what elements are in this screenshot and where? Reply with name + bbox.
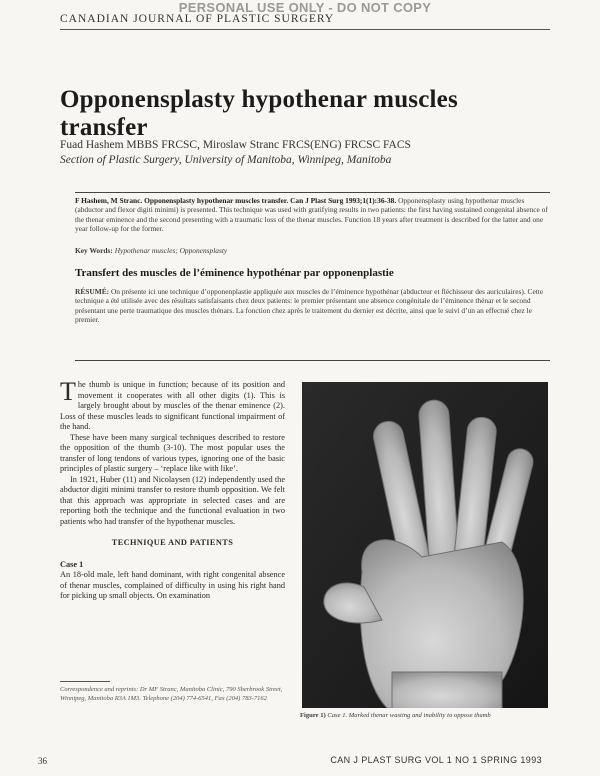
body-column (60, 377, 285, 602)
paragraph-3: In 1921, Huber (11) and Nicolaysen (12) independently used the abductor digiti minimi transfer to restore thumb opposition. We felt that this approach was appropriate in selected cases and are reporting both the technique and the functional evaluation in two patients who had transfer of the hypothenar muscles. (60, 474, 285, 526)
hand-photo-illustration (302, 382, 548, 708)
paragraph-2: These have been many surgical techniques described to restore the opposition of the thumb (3-10). The most popular uses the transfer of long tendons of various types, ignoring one of the basic principles of plastic surgery – ‘replace like with like’. (60, 432, 285, 473)
french-title: Transfert des muscles de l’éminence hypothénar par opponenplastie (75, 267, 394, 279)
footnote: Correspondence and reprints: Dr MF Stranc, Manitoba Clinic, 790 Sherbrook Street, Winnipeg, Manitoba R3A 1M3. Telephone (204) 774-6541, Fax (204) 783-7162 (60, 686, 283, 702)
page-number: 36 (38, 756, 47, 766)
affiliation: Section of Plastic Surgery, University of Manitoba, Winnipeg, Manitoba (60, 154, 392, 166)
resume-text: On présente ici une technique d’opponenplastie appliquée aux muscles de l’éminence hypothénar (abducteur et fléchisseur des auriculaires). Cette technique a été utilisée avec des résultats satisfaisants chez deux patients: le premier présentant une absence congénitale de l’éminence thénar et le second présentant une perte traumatique des muscles thénars. La fonction chez après le traitement du dernier est décrite, ainsi que le suivi d’un an effectué chez le premier. (75, 287, 544, 325)
case-1-text: An 18-old male, left hand dominant, with right congenital absence of thenar muscles, complained of difficulty in using his right hand for picking up small objects. On examination (60, 570, 285, 600)
abstract (75, 196, 550, 234)
keywords-text: Hypothenar muscles; Opponensplasty (112, 246, 228, 255)
figure-caption (300, 712, 550, 719)
figure-label: Figure 1) (300, 712, 326, 719)
figure-caption-text: Case 1. Marked thenar wasting and inability to oppose thumb (325, 712, 491, 719)
abstract-citation: F Hashem, M Stranc. Opponensplasty hypothenar muscles transfer. Can J Plast Surg 1993;1(1):36-38. (75, 196, 397, 205)
abstract-bottom-rule (75, 360, 550, 361)
paragraph-1-text: he thumb is unique in function; because of its position and movement it cooperates with all other digits (1). This is largely brought about by muscles of the thenar eminence (2). Loss of these muscles leads to significant functional impairment of the hand. (60, 380, 285, 431)
footnote-rule (60, 681, 110, 682)
keywords (75, 246, 550, 255)
abstract-text: Opponensplasty using hypothenar muscles (abductor and flexor digiti minimi) is presented. This technique was used with gratifying results in two patients: the first having sustained congenital absence of the thenar eminence and the second presenting with a traumatic loss of the thenar muscles. Function 18 years after treatment is described for the latter and one year follow-up for the former. (75, 196, 548, 234)
paragraph-1 (60, 377, 285, 433)
abstract-top-rule (75, 192, 550, 193)
resume-label: RÉSUMÉ: (75, 287, 110, 296)
section-heading: TECHNIQUE AND PATIENTS (111, 538, 234, 547)
header-rule (60, 29, 550, 30)
authors: Fuad Hashem MBBS FRCSC, Miroslaw Stranc FRCS(ENG) FRCSC FACS (60, 139, 411, 151)
keywords-label: Key Words: (75, 246, 113, 255)
journal-name: CANADIAN JOURNAL OF PLASTIC SURGERY (60, 13, 335, 25)
resume (75, 287, 550, 325)
case-heading: Case 1 (60, 559, 84, 569)
drop-cap: T (60, 377, 76, 406)
footer-citation: CAN J PLAST SURG VOL 1 NO 1 SPRING 1993 (330, 755, 542, 765)
watermark: PERSONAL USE ONLY - DO NOT COPY (178, 0, 432, 15)
figure-photo (302, 382, 548, 708)
article-title: Opponensplasty hypothenar muscles transfer (60, 86, 458, 141)
